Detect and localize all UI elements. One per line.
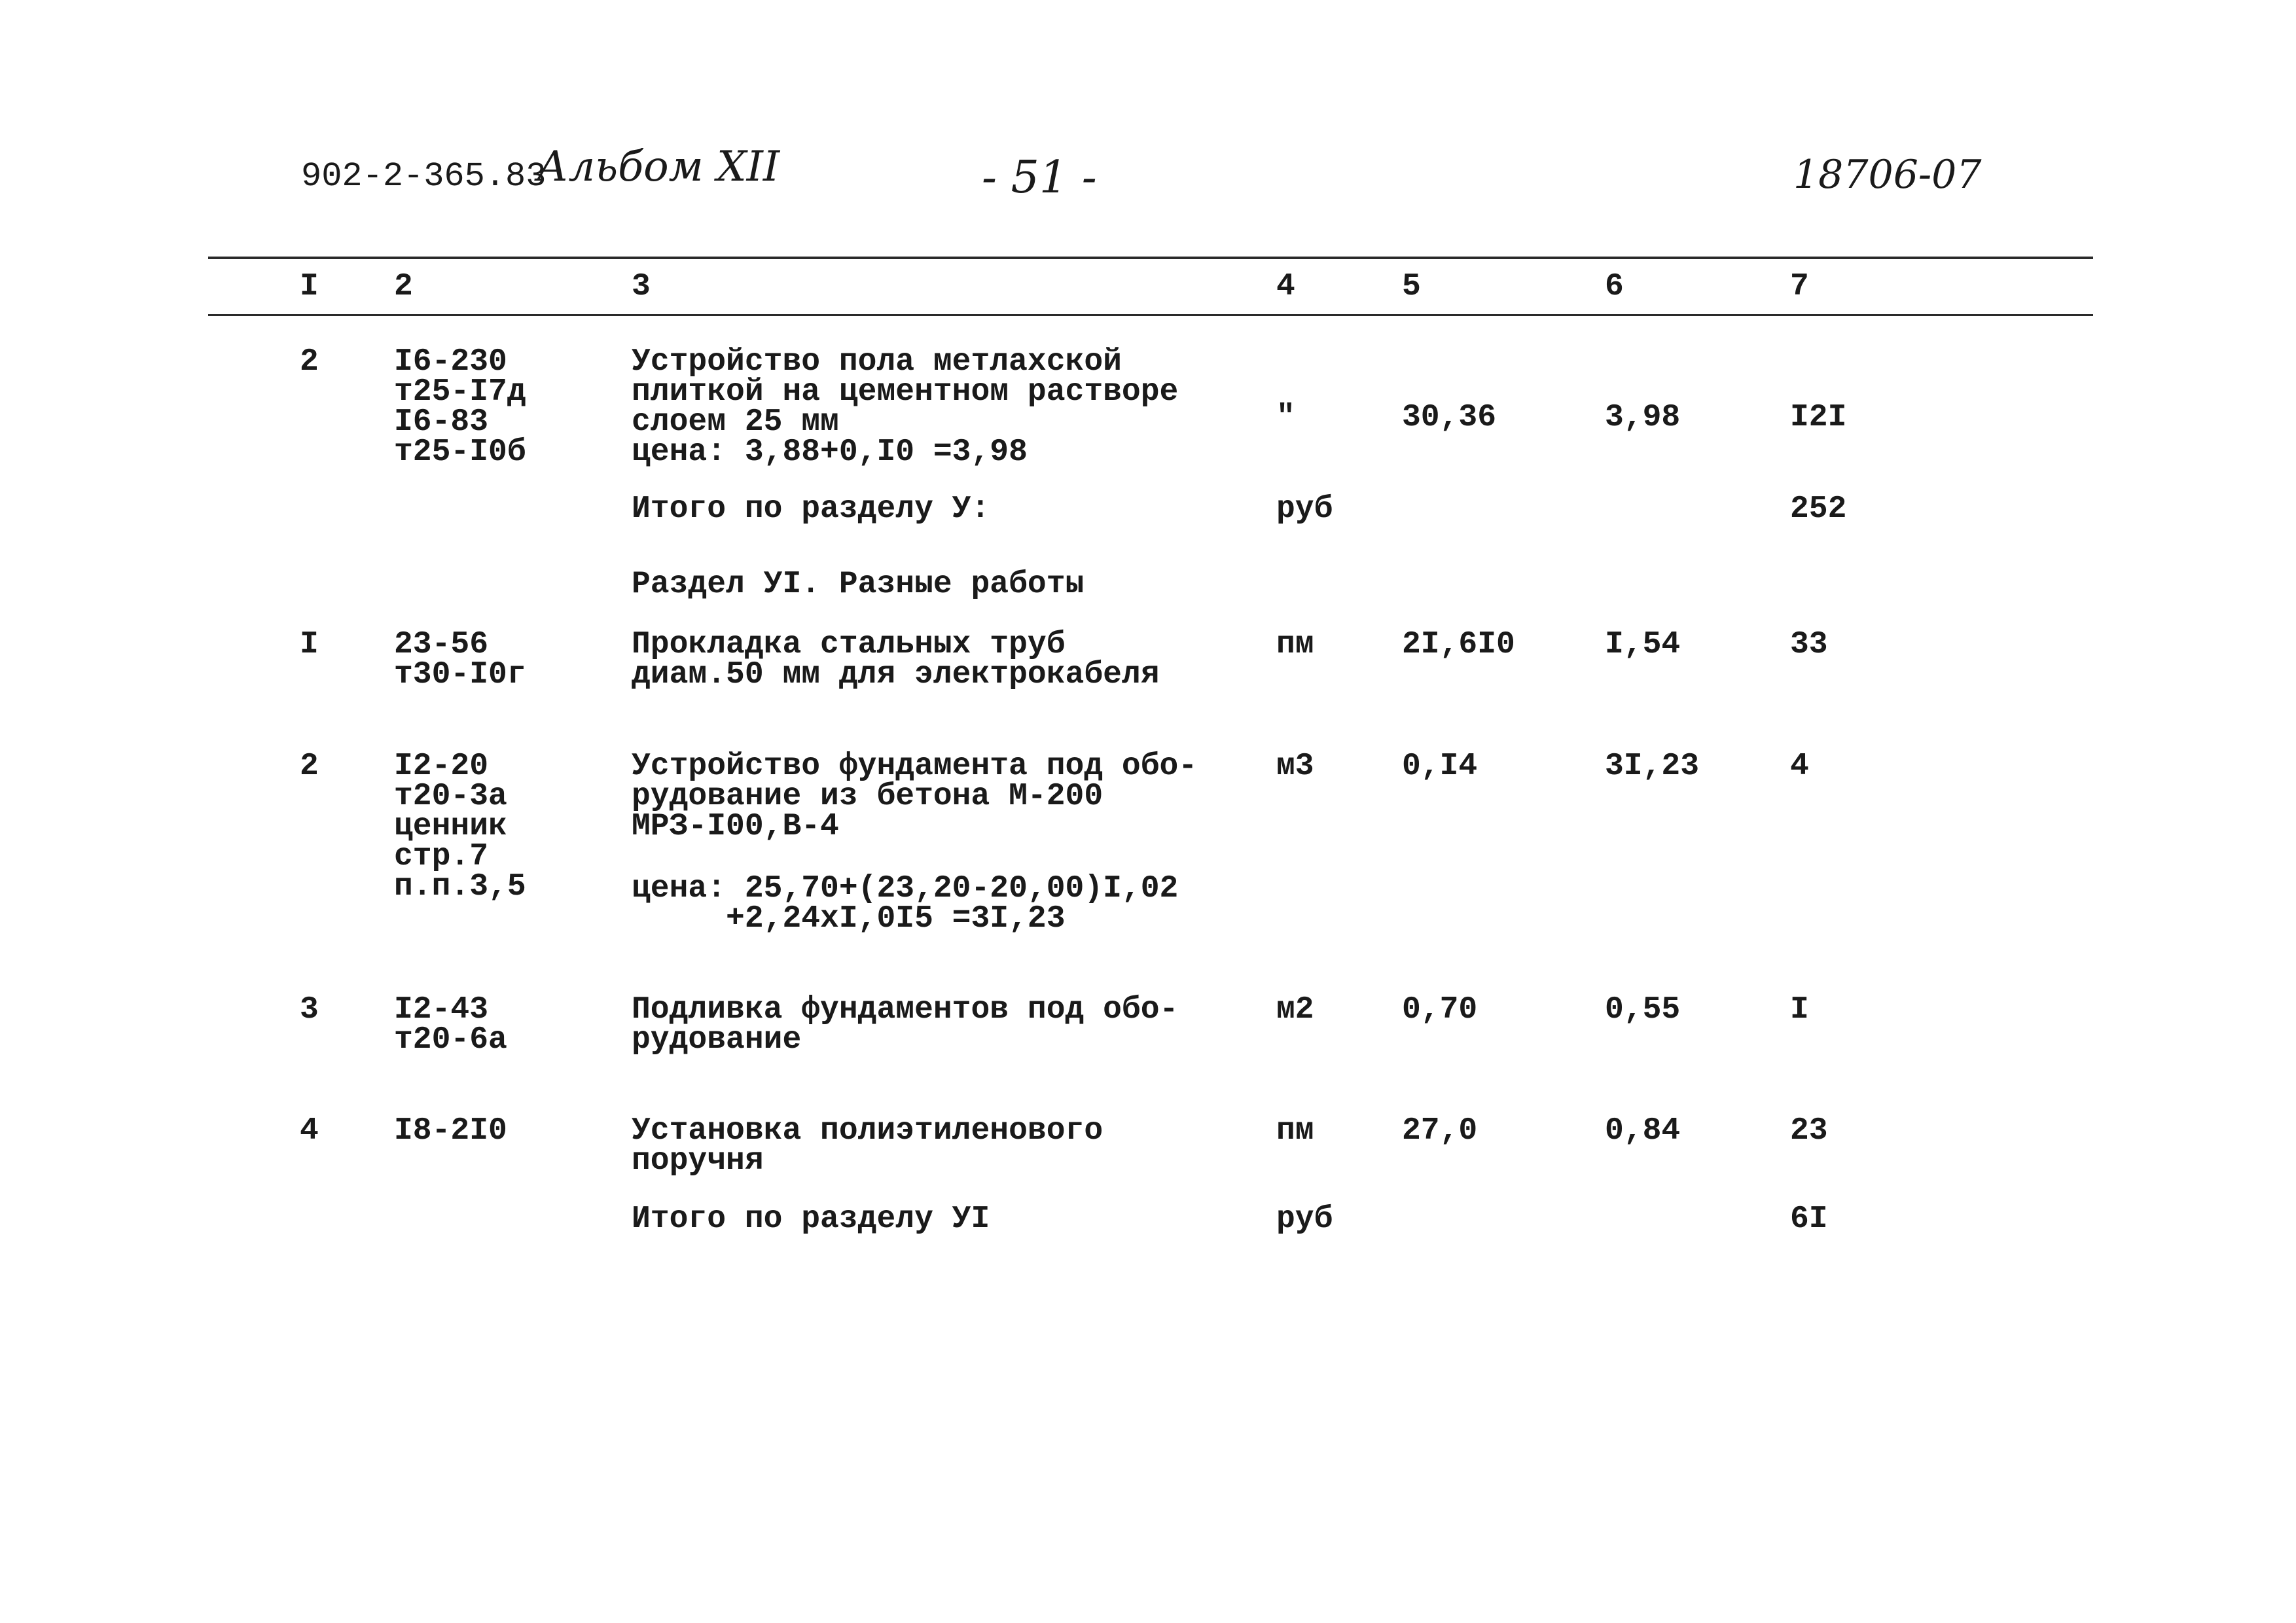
- inventory-number: 18706-07: [1793, 152, 1982, 198]
- table-header-rule: [208, 314, 2093, 316]
- row-number: 2: [300, 749, 319, 784]
- column-header-1: I: [300, 269, 319, 304]
- row-code: I6-230 т25-I7д I6-83 т25-I0б: [394, 344, 526, 470]
- row-code: 23-56 т30-I0г: [394, 627, 526, 692]
- row-unit: пм: [1276, 627, 1314, 662]
- row-number: 2: [300, 344, 319, 380]
- subtotal-label: Итого по разделу УI: [632, 1202, 990, 1237]
- row-description: Прокладка стальных труб диам.50 мм для электрокабеля: [632, 627, 1160, 692]
- subtotal-value: 252: [1790, 491, 1847, 527]
- row-unit-price: I,54: [1605, 627, 1681, 662]
- row-quantity: 0,I4: [1402, 749, 1478, 784]
- row-description: Устройство пола метлахской плиткой на цементном растворе слоем 25 мм цена: 3,88+0,I0 =3,98: [632, 344, 1179, 470]
- column-header-5: 5: [1402, 269, 1421, 304]
- row-price-formula: цена: 25,70+(23,20-20,00)I,02 +2,24хI,0I5 =3I,23: [632, 871, 1179, 936]
- row-unit: м3: [1276, 749, 1314, 784]
- row-quantity: 0,70: [1402, 992, 1478, 1027]
- row-unit-price: 3,98: [1605, 400, 1681, 435]
- row-number: 4: [300, 1113, 319, 1149]
- row-quantity: 27,0: [1402, 1113, 1478, 1149]
- row-number: 3: [300, 992, 319, 1027]
- subtotal-label: Итого по разделу У:: [632, 491, 990, 527]
- document-code: 902-2-365.83: [301, 157, 547, 196]
- column-header-2: 2: [394, 269, 413, 304]
- column-header-4: 4: [1276, 269, 1295, 304]
- row-unit: пм: [1276, 1113, 1314, 1149]
- row-description: Устройство фундамента под обо- рудование из бетона М-200 МРЗ-I00,В-4: [632, 749, 1198, 844]
- row-code: I8-2I0: [394, 1113, 507, 1149]
- row-unit-price: 0,55: [1605, 992, 1681, 1027]
- row-code: I2-20 т20-3а ценник стр.7 п.п.3,5: [394, 749, 526, 904]
- subtotal-value: 6I: [1790, 1202, 1828, 1237]
- column-header-6: 6: [1605, 269, 1624, 304]
- row-unit-price: 3I,23: [1605, 749, 1700, 784]
- subtotal-unit: руб: [1276, 491, 1333, 527]
- column-header-3: 3: [632, 269, 651, 304]
- row-number: I: [300, 627, 319, 662]
- row-unit: м2: [1276, 992, 1314, 1027]
- row-quantity: 2I,6I0: [1402, 627, 1515, 662]
- row-total: I: [1790, 992, 1809, 1027]
- row-unit: ": [1276, 400, 1295, 435]
- row-total: 4: [1790, 749, 1809, 784]
- column-header-7: 7: [1790, 269, 1809, 304]
- row-quantity: 30,36: [1402, 400, 1497, 435]
- album-label: Альбом XII: [537, 143, 780, 191]
- row-code: I2-43 т20-6а: [394, 992, 507, 1058]
- row-description: Подливка фундаментов под обо- рудование: [632, 992, 1179, 1058]
- row-unit-price: 0,84: [1605, 1113, 1681, 1149]
- row-total: 33: [1790, 627, 1828, 662]
- table-top-rule: [208, 257, 2093, 259]
- page-number: - 51 -: [982, 152, 1097, 204]
- section-heading: Раздел УI. Разные работы: [632, 567, 1085, 602]
- row-total: I2I: [1790, 400, 1847, 435]
- row-description: Установка полиэтиленового поручня: [632, 1113, 1103, 1179]
- subtotal-unit: руб: [1276, 1202, 1333, 1237]
- row-total: 23: [1790, 1113, 1828, 1149]
